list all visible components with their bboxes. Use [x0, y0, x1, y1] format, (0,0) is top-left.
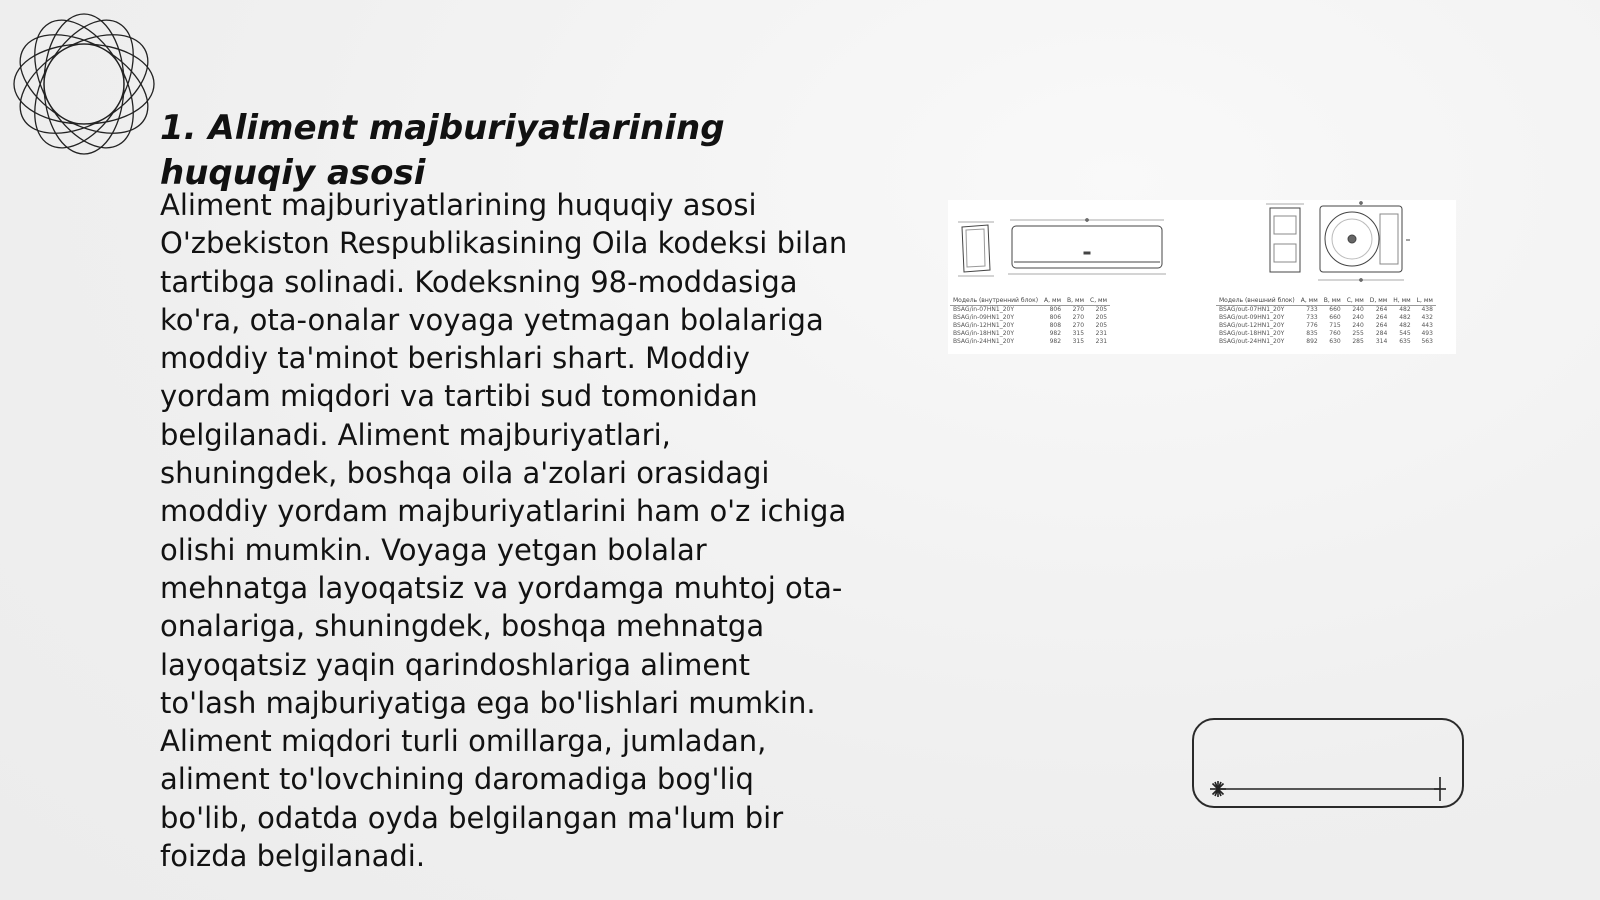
table-cell: BSAG/out-09HN1_20Y [1219, 314, 1285, 321]
table-header: L, мм [1414, 297, 1436, 306]
table-cell: 205 [1095, 314, 1108, 321]
table-cell: 892 [1306, 338, 1318, 345]
table-row [950, 330, 1110, 338]
table-cell: 835 [1306, 330, 1318, 337]
table-header: D, мм [1367, 297, 1391, 306]
table-cell: 264 [1375, 306, 1388, 313]
table-cell: 635 [1399, 338, 1411, 345]
table-header: C, мм [1344, 297, 1367, 306]
table-cell: 264 [1375, 322, 1388, 329]
decorative-ornament-icon [10, 10, 158, 158]
table-row [950, 322, 1110, 330]
table-cell: 255 [1352, 330, 1364, 337]
table-header: A, мм [1298, 297, 1321, 306]
table-cell: 438 [1421, 306, 1433, 313]
table-cell: 806 [1049, 306, 1062, 313]
outdoor-unit-spec-table [1216, 297, 1436, 346]
table-cell: 315 [1072, 338, 1085, 345]
table-cell: 240 [1352, 306, 1364, 313]
table-cell: 284 [1375, 330, 1388, 337]
table-cell: 315 [1072, 330, 1085, 337]
table-cell: 231 [1095, 338, 1108, 345]
table-row [1216, 338, 1436, 346]
table-row [950, 338, 1110, 346]
table-cell: 733 [1306, 306, 1318, 313]
table-cell: 482 [1399, 322, 1411, 329]
table-cell: 806 [1049, 314, 1062, 321]
table-header: B, мм [1064, 297, 1087, 306]
table-cell: BSAG/in-07HN1_20Y [953, 306, 1014, 313]
slide-body-text: Aliment majburiyatlarining huquqiy asosi O'zbekiston Respublikasining Oila kodeksi bilan tartibga solinadi. Kodeksning 98-moddasiga ko'ra, ota-onalar voyaga yetmagan bolalariga moddiy ta'minot berishlari shart. Moddiy yordam miqdori va tartibi sud tomonidan belgilanadi. Aliment majburiyatlari, shuningdek, boshqa oila a'zolari orasidagi moddiy yordam majburiyatlarini ham o'z ichiga olishi mumkin. Voyaga yetgan bolalar mehnatga layoqatsiz va yordamga muhtoj ota-onalariga, shuningdek, boshqa mehnatga layoqatsiz yaqin qarindoshlariga aliment to'lash majburiyatiga ega bo'lishlari mumkin. Aliment miqdori turli omillarga, jumladan, aliment to'lovchining daromadiga bog'liq bo'lib, odatda oyda belgilangan ma'lum bir foizda belgilanadi. [160, 188, 848, 874]
indoor-unit-spec-table [950, 297, 1110, 346]
table-cell: 270 [1072, 314, 1085, 321]
table-cell: 660 [1329, 314, 1341, 321]
table-row [950, 314, 1110, 322]
table-cell: 545 [1399, 330, 1411, 337]
decorative-line-icon [1194, 720, 1466, 810]
table-cell: 563 [1421, 338, 1433, 345]
table-cell: 715 [1329, 322, 1341, 329]
table-header: Модель (внешний блок) [1216, 297, 1298, 306]
table-cell: BSAG/in-09HN1_20Y [953, 314, 1014, 321]
table-row [950, 306, 1110, 315]
table-row [1216, 322, 1436, 330]
table-cell: 270 [1072, 322, 1085, 329]
table-cell: 493 [1421, 330, 1433, 337]
table-cell: BSAG/in-18HN1_20Y [953, 330, 1014, 337]
table-cell: 482 [1399, 306, 1411, 313]
table-cell: 808 [1049, 322, 1062, 329]
table-cell: 240 [1352, 322, 1364, 329]
table-cell: 660 [1329, 306, 1341, 313]
cross-icon [1434, 777, 1446, 801]
table-cell: 270 [1072, 306, 1085, 313]
table-cell: BSAG/out-24HN1_20Y [1219, 338, 1285, 345]
table-cell: 205 [1095, 322, 1108, 329]
table-cell: 760 [1329, 330, 1341, 337]
table-cell: 240 [1352, 314, 1364, 321]
table-header: A, мм [1041, 297, 1064, 306]
table-cell: 432 [1421, 314, 1433, 321]
table-cell: 285 [1352, 338, 1364, 345]
table-cell: 733 [1306, 314, 1318, 321]
table-row [1216, 306, 1436, 315]
table-cell: 314 [1375, 338, 1388, 345]
table-header: Модель (внутренний блок) [950, 297, 1041, 306]
table-cell: 443 [1421, 322, 1433, 329]
table-cell: 982 [1049, 330, 1062, 337]
table-header: B, мм [1321, 297, 1344, 306]
table-cell: 982 [1049, 338, 1062, 345]
table-row [1216, 330, 1436, 338]
table-cell: BSAG/out-12HN1_20Y [1219, 322, 1285, 329]
table-cell: 630 [1329, 338, 1341, 345]
air-conditioner-drawing-icon [948, 200, 1456, 296]
table-cell: BSAG/in-12HN1_20Y [953, 322, 1014, 329]
table-row [1216, 314, 1436, 322]
table-cell: BSAG/out-07HN1_20Y [1219, 306, 1285, 313]
table-cell: 264 [1375, 314, 1388, 321]
slide-title: 1. Aliment majburiyatlarining huquqiy asosi [160, 108, 725, 193]
sparkle-icon [1210, 781, 1226, 797]
table-header: H, мм [1390, 297, 1413, 306]
table-cell: 205 [1095, 306, 1108, 313]
table-header: C, мм [1087, 297, 1110, 306]
decorative-frame [1192, 718, 1464, 808]
table-cell: 776 [1306, 322, 1318, 329]
table-cell: BSAG/in-24HN1_20Y [953, 338, 1014, 345]
table-cell: 482 [1399, 314, 1411, 321]
table-cell: 231 [1095, 330, 1108, 337]
air-conditioner-spec-figure [948, 200, 1456, 354]
table-cell: BSAG/out-18HN1_20Y [1219, 330, 1285, 337]
